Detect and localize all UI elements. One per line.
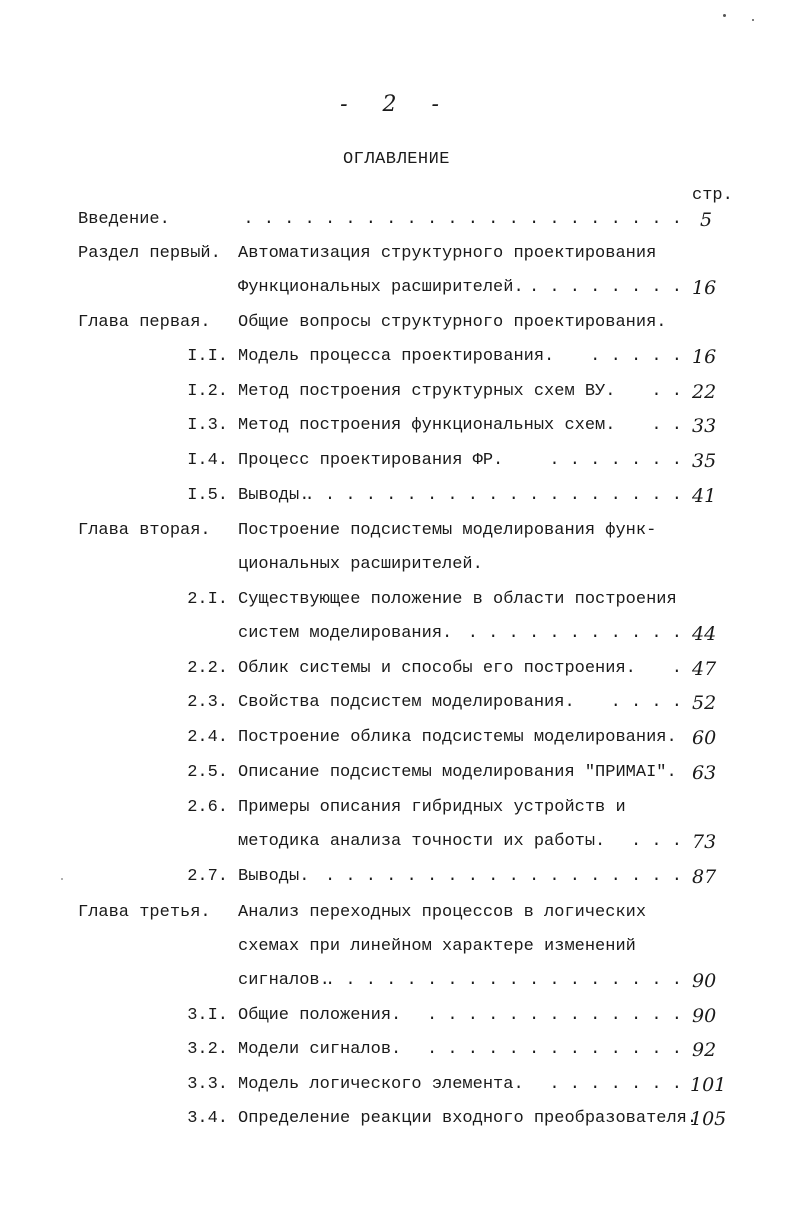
toc-entry-page: 35 [692,450,717,472]
toc-entry-page: 41 [692,485,717,507]
toc-entry [0,934,793,960]
toc-entry [0,968,793,994]
dot-leader: . . . . [610,693,682,712]
toc-entry [0,621,793,647]
toc-entry [0,1072,793,1098]
toc-entry-label: 2.2. [187,659,228,678]
toc-entry-page: 47 [692,658,717,680]
toc-entry-page: 87 [692,866,717,888]
toc-entry-text: систем моделирования. [238,624,453,643]
toc-entry-label: Раздел первый. [78,244,221,263]
toc-entry-label: 2.4. [187,728,228,747]
toc-entry [0,483,793,509]
dot-leader: . . . . . . . [549,451,682,470]
dot-leader: . . . . . . . . [528,278,682,297]
toc-entry-label: I.I. [187,347,228,366]
toc-entry [0,552,793,578]
toc-entry-label: 3.2. [187,1040,228,1059]
toc-entry-label: Глава первая. [78,313,211,332]
scan-speck [752,19,754,21]
toc-entry-text: Построение облика подсистемы моделирования. [238,728,677,747]
toc-entry-text: Процесс проектирования ФР. [238,451,504,470]
toc-entry-text: Выводы. [238,486,310,505]
toc-entry [0,725,793,751]
toc-entry [0,900,793,926]
toc-entry-text: Функциональных расширителей. [238,278,524,297]
toc-entry-text: Описание подсистемы моделирования "ПРИМАI". [238,763,677,782]
toc-entry-text: Общие положения. [238,1006,402,1025]
toc-entry-text: Модель процесса проектирования. [238,347,555,366]
toc-entry [0,413,793,439]
toc-entry [0,864,793,890]
toc-entry [0,518,793,544]
toc-entry-page: 16 [692,346,717,368]
dot-leader: . . . . . . . [549,1075,682,1094]
toc-entry-label: Глава вторая. [78,521,211,540]
dot-leader: . . . . . [590,347,682,366]
dot-leader: . . . . . . . . . . . . . . . . . . [324,971,682,990]
page-column-label: стр. [692,186,733,205]
toc-entry [0,656,793,682]
dot-leader: . . . . . . . . . . . . . . . . . . . . . . [243,210,682,229]
toc-entry-label: I.5. [187,486,228,505]
toc-entry-label: I.4. [187,451,228,470]
dot-leader: . . [651,416,682,435]
toc-entry-page: 105 [690,1108,727,1130]
toc-entry-label: Глава третья. [78,903,211,922]
toc-entry [0,241,793,267]
toc-entry-label: 2.5. [187,763,228,782]
toc-entry-text: Облик системы и способы его построения. [238,659,636,678]
page-number: - 2 - [340,92,453,117]
toc-entry [0,379,793,405]
toc-entry-label: I.2. [187,382,228,401]
toc-entry-page: 92 [692,1039,717,1061]
toc-entry-label: 2.3. [187,693,228,712]
toc-entry-label: Введение. [78,210,170,229]
toc-entry [0,448,793,474]
dot-leader: . . . . . . . . . . . . . . . . . . . [304,486,682,505]
toc-entry-label: 3.I. [187,1006,228,1025]
toc-entry-page: 22 [692,381,717,403]
toc-entry-text: сигналов. [238,971,330,990]
scan-speck [723,14,726,17]
toc-entry [0,275,793,301]
dot-leader: . . . . . . . . . . . . . [426,1040,682,1059]
toc-entry-page: 44 [692,623,717,645]
toc-entry [0,1003,793,1029]
toc-entry [0,344,793,370]
toc-entry [0,587,793,613]
toc-entry-text: Метод построения структурных схем ВУ. [238,382,616,401]
toc-entry [0,829,793,855]
dot-leader: . . . . . . . . . . . . . . . . . . [324,867,682,886]
toc-entry-text: Построение подсистемы моделирования функ- [238,521,657,540]
toc-entry-page: 101 [690,1074,727,1096]
toc-entry-page: 52 [692,692,717,714]
toc-entry-text: Модель логического элемента. [238,1075,524,1094]
dot-leader: . . . . . . . . . . . . . [426,1006,682,1025]
toc-entry-text: Общие вопросы структурного проектирования. [238,313,667,332]
toc-entry-text: Модели сигналов. [238,1040,402,1059]
toc-entry-label: 2.I. [187,590,228,609]
dot-leader: . . . [630,832,682,851]
toc-entry [0,760,793,786]
toc-entry-page: 60 [692,727,717,749]
toc-entry [0,795,793,821]
toc-entry-text: Метод построения функциональных схем. [238,416,616,435]
toc-entry-label: I.3. [187,416,228,435]
toc-entry-label: 3.3. [187,1075,228,1094]
toc-entry [0,690,793,716]
toc-entry-page: 33 [692,415,717,437]
toc-entry-text: методика анализа точности их работы. [238,832,606,851]
toc-entry-text: Свойства подсистем моделирования. [238,693,575,712]
toc-entry-text: циональных расширителей. [238,555,483,574]
dot-leader: . [671,659,682,678]
toc-entry-text: Анализ переходных процессов в логических [238,903,647,922]
scan-speck [61,878,63,880]
toc-entry-text: Существующее положение в области построения [238,590,677,609]
toc-entry [0,1037,793,1063]
toc-entry-text: Определение реакции входного преобразователя. [238,1109,698,1128]
toc-entry-text: Выводы. [238,867,310,886]
toc-entry [0,310,793,336]
toc-entry-label: 3.4. [187,1109,228,1128]
page-title: ОГЛАВЛЕНИЕ [342,150,451,169]
toc-entry-page: 90 [692,970,717,992]
toc-entry-page: 5 [700,209,713,231]
dot-leader: . . . . . . . . . . . [467,624,682,643]
toc-entry-text: Автоматизация структурного проектирования [238,244,657,263]
toc-entry-page: 90 [692,1005,717,1027]
toc-entry-page: 16 [692,277,717,299]
toc-entry-label: 2.7. [187,867,228,886]
toc-entry-page: 73 [692,831,717,853]
toc-entry-text: Примеры описания гибридных устройств и [238,798,626,817]
toc-entry [0,1106,793,1132]
toc-entry-label: 2.6. [187,798,228,817]
dot-leader: . . [651,382,682,401]
toc-entry-page: 63 [692,762,717,784]
toc-entry [0,207,793,233]
toc-entry-text: схемах при линейном характере изменений [238,937,636,956]
